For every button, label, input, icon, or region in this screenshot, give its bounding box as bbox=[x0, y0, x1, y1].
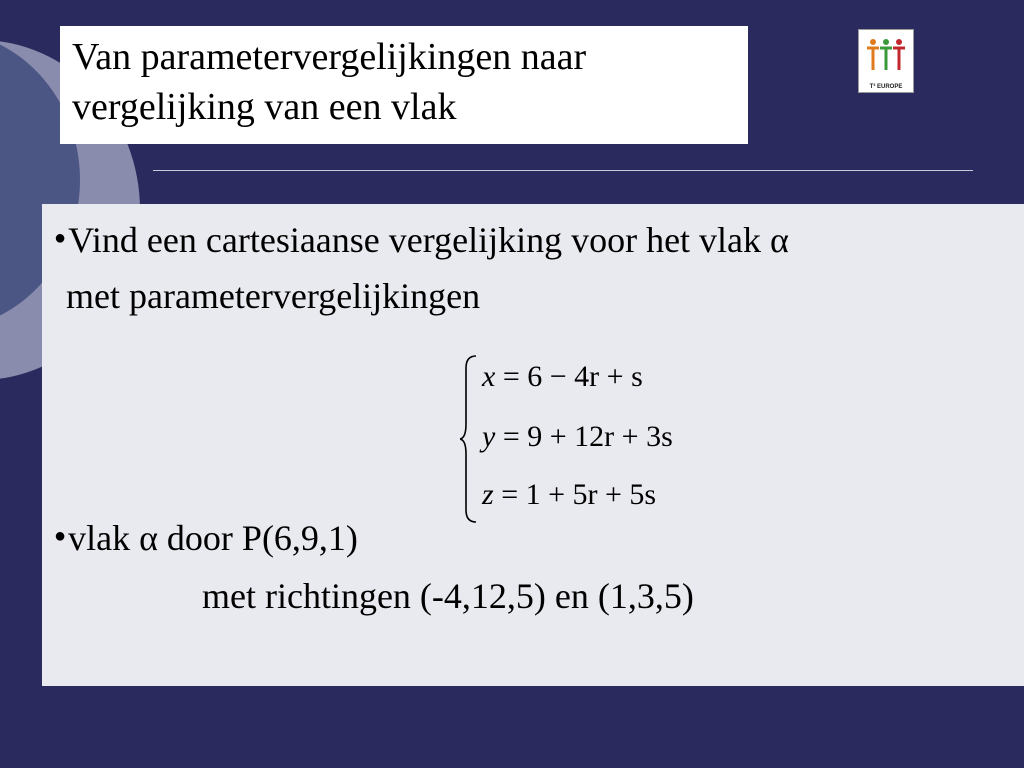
equation-y-rhs: = 9 + 12r + 3s bbox=[502, 420, 673, 453]
title-box bbox=[60, 26, 748, 144]
equation-x-variable: x bbox=[482, 360, 496, 393]
equation-system bbox=[460, 354, 760, 524]
equation-x-rhs: = 6 − 4r + s bbox=[502, 360, 643, 393]
t3-europe-logo bbox=[858, 29, 914, 93]
slide-title-line-1: Van parametervergelijkingen naar bbox=[72, 36, 587, 78]
slide-title-line-2: vergelijking van een vlak bbox=[72, 86, 457, 128]
t3-figures-icon bbox=[859, 30, 913, 80]
equation-z-variable: z bbox=[482, 478, 494, 511]
bullet-1-line-1 bbox=[54, 218, 789, 260]
equation-x bbox=[482, 360, 643, 394]
left-brace-icon bbox=[460, 354, 480, 524]
bullet-dot-icon: ● bbox=[54, 525, 67, 547]
equation-y bbox=[482, 420, 673, 454]
equation-z bbox=[482, 478, 656, 512]
equation-y-variable: y bbox=[482, 420, 496, 453]
bullet-dot-icon: ● bbox=[54, 227, 67, 249]
logo-text: T³ EUROPE bbox=[869, 84, 903, 90]
bullet-1-text: Vind een cartesiaanse vergelijking voor het vlak α bbox=[68, 220, 789, 260]
bullet-2-line-2: met richtingen (-4,12,5) en (1,3,5) bbox=[202, 576, 694, 616]
bullet-1-line-2: met parametervergelijkingen bbox=[66, 276, 481, 316]
title-divider bbox=[153, 170, 973, 171]
content-panel bbox=[42, 204, 1024, 686]
bullet-2-line-1 bbox=[54, 516, 358, 558]
bullet-2-text: vlak α door P(6,9,1) bbox=[68, 518, 358, 558]
equation-z-rhs: = 1 + 5r + 5s bbox=[501, 478, 657, 511]
